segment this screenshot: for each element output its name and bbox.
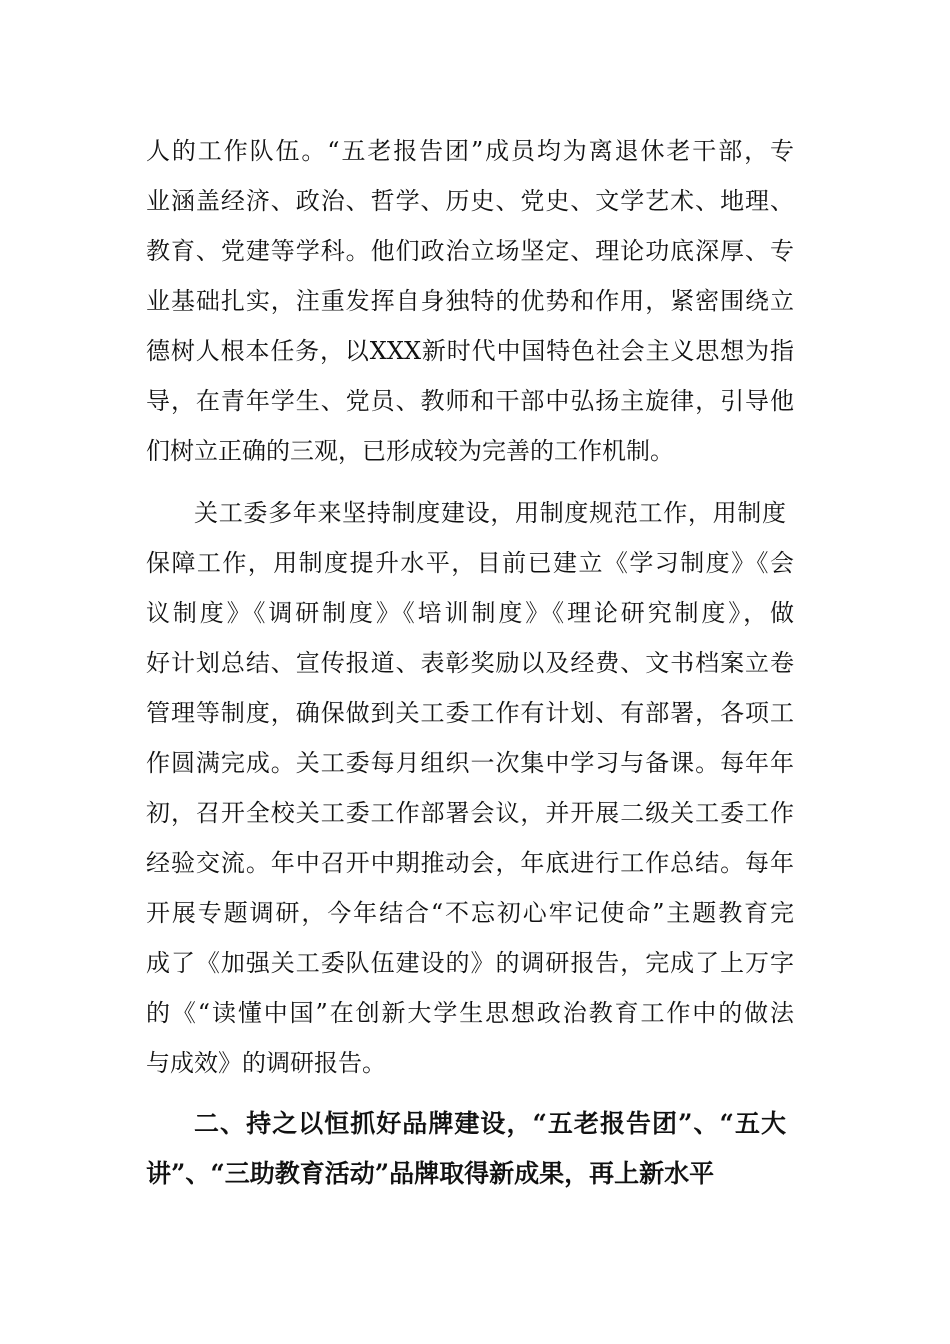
paragraph-line: 管理等制度，确保做到关工委工作有计划、有部署，各项工 bbox=[146, 699, 794, 727]
paragraph-line: 作圆满完成。关工委每月组织一次集中学习与备课。每年年 bbox=[146, 749, 794, 777]
paragraph-line: 成了《加强关工委队伍建设的》的调研报告，完成了上万字 bbox=[146, 949, 794, 977]
paragraph-line: 保障工作，用制度提升水平，目前已建立《学习制度》《会 bbox=[146, 549, 794, 577]
paragraph-line: 教育、党建等学科。他们政治立场坚定、理论功底深厚、专 bbox=[146, 237, 794, 265]
paragraph-line: 们树立正确的三观，已形成较为完善的工作机制。 bbox=[146, 437, 674, 465]
paragraph-line: 的《“读懂中国”在创新大学生思想政治教育工作中的做法 bbox=[146, 999, 794, 1027]
paragraph-line: 人的工作队伍。“五老报告团”成员均为离退休老干部，专 bbox=[146, 137, 794, 165]
paragraph-line: 开展专题调研，今年结合“不忘初心牢记使命”主题教育完 bbox=[146, 899, 794, 927]
paragraph-line: 议制度》《调研制度》《培训制度》《理论研究制度》，做 bbox=[146, 599, 794, 627]
paragraph-line: 业基础扎实，注重发挥自身独特的优势和作用，紧密围绕立 bbox=[146, 287, 794, 315]
paragraph-line: 经验交流。年中召开中期推动会，年底进行工作总结。每年 bbox=[146, 849, 794, 877]
paragraph-line: 业涵盖经济、政治、哲学、历史、党史、文学艺术、地理、 bbox=[146, 187, 794, 215]
paragraph-line: 初，召开全校关工委工作部署会议，并开展二级关工委工作 bbox=[146, 799, 794, 827]
heading-line: 二、持之以恒抓好品牌建设，“五老报告团”、“五大 bbox=[194, 1109, 786, 1138]
paragraph-line: 导，在青年学生、党员、教师和干部中弘扬主旋律，引导他 bbox=[146, 387, 794, 415]
heading-line: 讲”、“三助教育活动”品牌取得新成果，再上新水平 bbox=[146, 1159, 715, 1188]
paragraph-line: 与成效》的调研报告。 bbox=[146, 1049, 386, 1077]
paragraph-line: 好计划总结、宣传报道、表彰奖励以及经费、文书档案立卷 bbox=[146, 649, 794, 677]
paragraph-line: 德树人根本任务，以XXX新时代中国特色社会主义思想为指 bbox=[146, 337, 794, 365]
paragraph-line: 关工委多年来坚持制度建设，用制度规范工作，用制度 bbox=[194, 499, 786, 527]
